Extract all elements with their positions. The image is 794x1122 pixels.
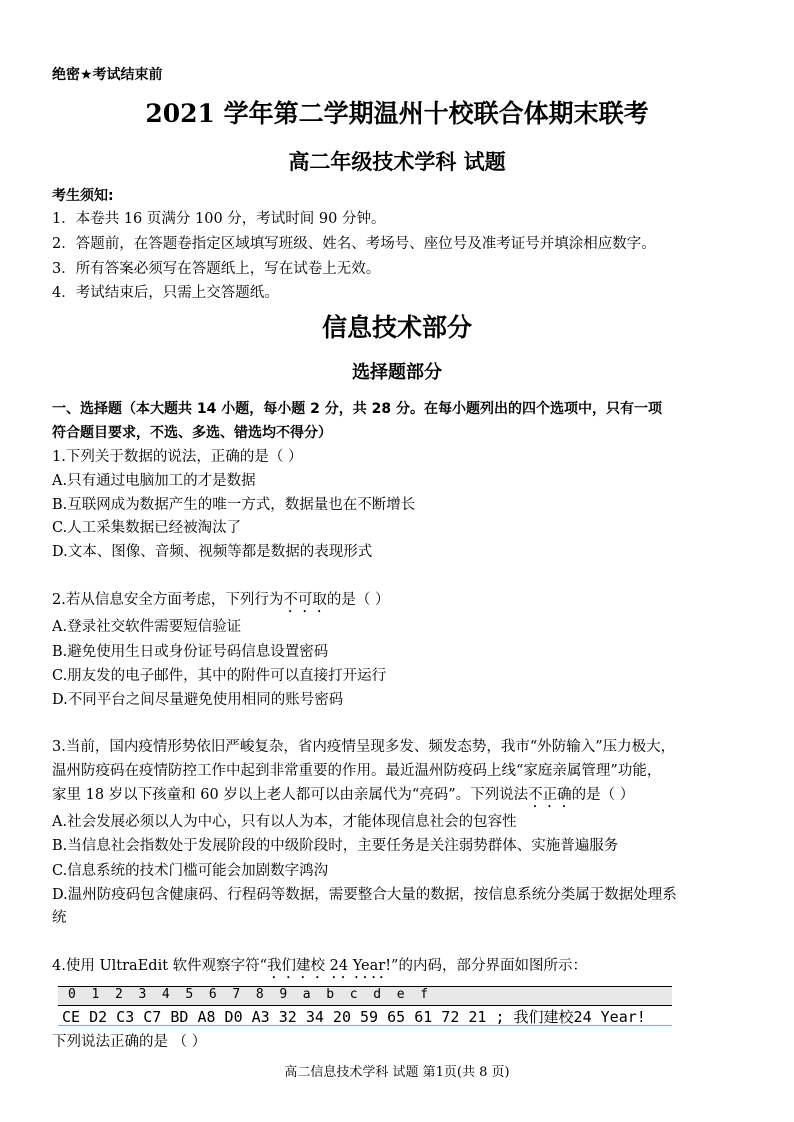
hex-text: 我们建校24 Year! — [513, 1008, 646, 1026]
question-4-stem-post: ”的内码，部分界面如图所示： — [391, 958, 587, 974]
question-3-option-a: A.社会发展必须以人为中心，只有以人为本，才能体现信息社会的包容性 — [52, 814, 517, 830]
hex-data-row — [58, 1005, 672, 1026]
question-4-followup: 下列说法正确的是 （ ） — [52, 1034, 207, 1050]
question-3-option-d-cont: 统 — [52, 910, 67, 926]
notice-item: 2．答题前，在答题卷指定区域填写班级、姓名、考场号、座位号及准考证号并填涂相应数字。 — [52, 236, 656, 252]
question-3-stem-post: 的是（ ） — [571, 787, 635, 803]
question-3-option-c: C.信息系统的技术门槛可能会加剧数字鸿沟 — [52, 863, 329, 879]
subsection-title: 选择题部分 — [352, 362, 442, 383]
notice-item: 1．本卷共 16 页满分 100 分，考试时间 90 分钟。 — [52, 211, 386, 227]
question-1-option-b: B.互联网成为数据产生的唯一方式，数据量也在不断增长 — [52, 497, 416, 513]
question-3-stem-line: 3.当前，国内疫情形势依旧严峻复杂，省内疫情呈现多发、频发态势，我市“外防输入”压力极大， — [52, 739, 676, 755]
question-3-option-d: D.温州防疫码包含健康码、行程码等数据，需要整合大量的数据，按信息系统分类属于数据处理系 — [52, 887, 677, 903]
notice-heading: 考生须知: — [52, 188, 114, 204]
section-title: 信息技术部分 — [321, 313, 472, 342]
question-2-option-d: D.不同平台之间尽量避免使用相同的账号密码 — [52, 692, 344, 708]
question-4-stem-pre: 4.使用 UltraEdit 软件观察字符“ — [52, 958, 268, 974]
page-subtitle: 高二年级技术学科 试题 — [288, 149, 506, 174]
question-4-stem-emphasis: 我们建校 24 Year! — [267, 958, 392, 974]
question-2-stem-emphasis: 不可取 — [283, 592, 327, 608]
secret-label: 绝密★考试结束前 — [52, 67, 163, 83]
question-3-stem-line: 温州防疫码在疫情防控工作中起到非常重要的作用。最近温州防疫码上线“家庭亲属管理”功能， — [52, 763, 662, 779]
hex-bytes: CE D2 C3 C7 BD A8 D0 A3 32 34 20 59 65 61 72 21 — [62, 1008, 487, 1026]
question-2-stem-pre: 2.若从信息安全方面考虑，下列行为 — [52, 592, 284, 608]
notice-item: 4．考试结束后，只需上交答题纸。 — [52, 285, 279, 301]
question-3-stem-emphasis: 不正确 — [528, 787, 572, 803]
question-4-stem — [52, 954, 587, 982]
question-1-option-c: C.人工采集数据已经被淘汰了 — [52, 520, 242, 536]
notice-item: 3．所有答案必须写在答题纸上，写在试卷上无效。 — [52, 261, 381, 277]
question-3-stem-line — [52, 783, 634, 811]
instructions-line: 一、选择题（本大题共 14 小题，每小题 2 分，共 28 分。在每小题列出的四个选项中，只有一项 — [52, 401, 662, 417]
question-2-option-b: B.避免使用生日或身份证号码信息设置密码 — [52, 644, 329, 660]
hex-separator: ; — [495, 1008, 505, 1026]
question-2-option-a: A.登录社交软件需要短信验证 — [52, 619, 242, 635]
hex-column-header — [58, 986, 672, 1006]
question-1-stem: 1.下列关于数据的说法，正确的是（ ） — [52, 449, 303, 465]
question-1-option-d: D.文本、图像、音频、视频等都是数据的表现形式 — [52, 544, 373, 560]
hex-row-content — [62, 1006, 646, 1027]
question-3-option-b: B.当信息社会指数处于发展阶段的中级阶段时，主要任务是关注弱势群体、实施普遍服务 — [52, 838, 619, 854]
question-1-option-a: A.只有通过电脑加工的才是数据 — [52, 473, 256, 489]
hex-editor-view — [58, 986, 672, 1026]
instructions-line: 符合题目要求，不选、多选、错选均不得分） — [52, 425, 332, 441]
question-2-option-c: C.朋友发的电子邮件，其中的附件可以直接打开运行 — [52, 668, 387, 684]
hex-column-labels: 0 1 2 3 4 5 6 7 8 9 a b c d e f — [68, 987, 429, 1002]
question-2-stem-post: 的是（ ） — [326, 592, 390, 608]
page-title: 2021 学年第二学期温州十校联合体期末联考 — [145, 99, 649, 128]
question-3-stem-pre: 家里 18 岁以下孩童和 60 岁以上老人都可以由亲属代为“亮码”。下列说法 — [52, 787, 529, 803]
page-footer: 高二信息技术学科 试题 第1页(共 8 页) — [284, 1065, 510, 1080]
question-2-stem — [52, 588, 389, 616]
